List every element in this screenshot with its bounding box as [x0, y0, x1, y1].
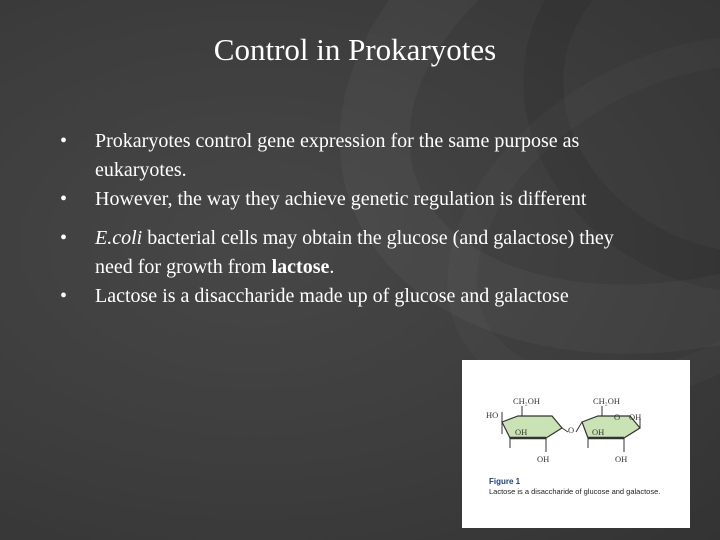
bond	[576, 422, 582, 432]
label-o-bridge: O	[568, 425, 575, 435]
bullet-text-tail: .	[329, 256, 335, 278]
bullet-dot: •	[60, 188, 68, 210]
organism-name: E.coli	[95, 227, 143, 249]
bullet-list	[60, 127, 620, 311]
bullet-dot: •	[60, 227, 68, 249]
label-ch2oh: CH₂OH	[593, 396, 621, 406]
label-o-ring: O	[614, 412, 621, 422]
bullet-item	[60, 282, 620, 311]
label-oh: OH	[515, 427, 528, 437]
bullet-dot: •	[60, 285, 68, 307]
emphasis-lactose: lactose	[271, 256, 330, 278]
lactose-structure-diagram	[462, 360, 690, 528]
bullet-item	[60, 127, 620, 185]
lactose-figure	[462, 360, 690, 528]
galactose-ring	[502, 416, 562, 438]
label-ch2oh: CH₂OH	[513, 396, 541, 406]
figure-caption: Lactose is a disaccharide of glucose and galactose.	[489, 487, 661, 496]
label-oh: OH	[592, 427, 605, 437]
bullet-item	[60, 185, 620, 214]
bullet-text: Lactose is a disaccharide made up of glucose and galactose	[95, 285, 569, 307]
bullet-text: Prokaryotes control gene expression for the same purpose as eukaryotes.	[95, 130, 580, 181]
figure-title: Figure 1	[489, 477, 521, 486]
slide-title: Control in Prokaryotes	[213, 32, 497, 67]
label-oh: OH	[537, 454, 550, 464]
bullet-text: However, the way they achieve genetic regulation is different	[95, 188, 587, 210]
bullet-dot: •	[60, 130, 68, 152]
label-ho: HO	[486, 410, 499, 420]
bullet-item	[60, 224, 620, 282]
bullet-text: bacterial cells may obtain the glucose (and galactose) they need for growth from	[95, 227, 614, 278]
label-oh: OH	[615, 454, 628, 464]
label-oh: OH	[629, 412, 642, 422]
